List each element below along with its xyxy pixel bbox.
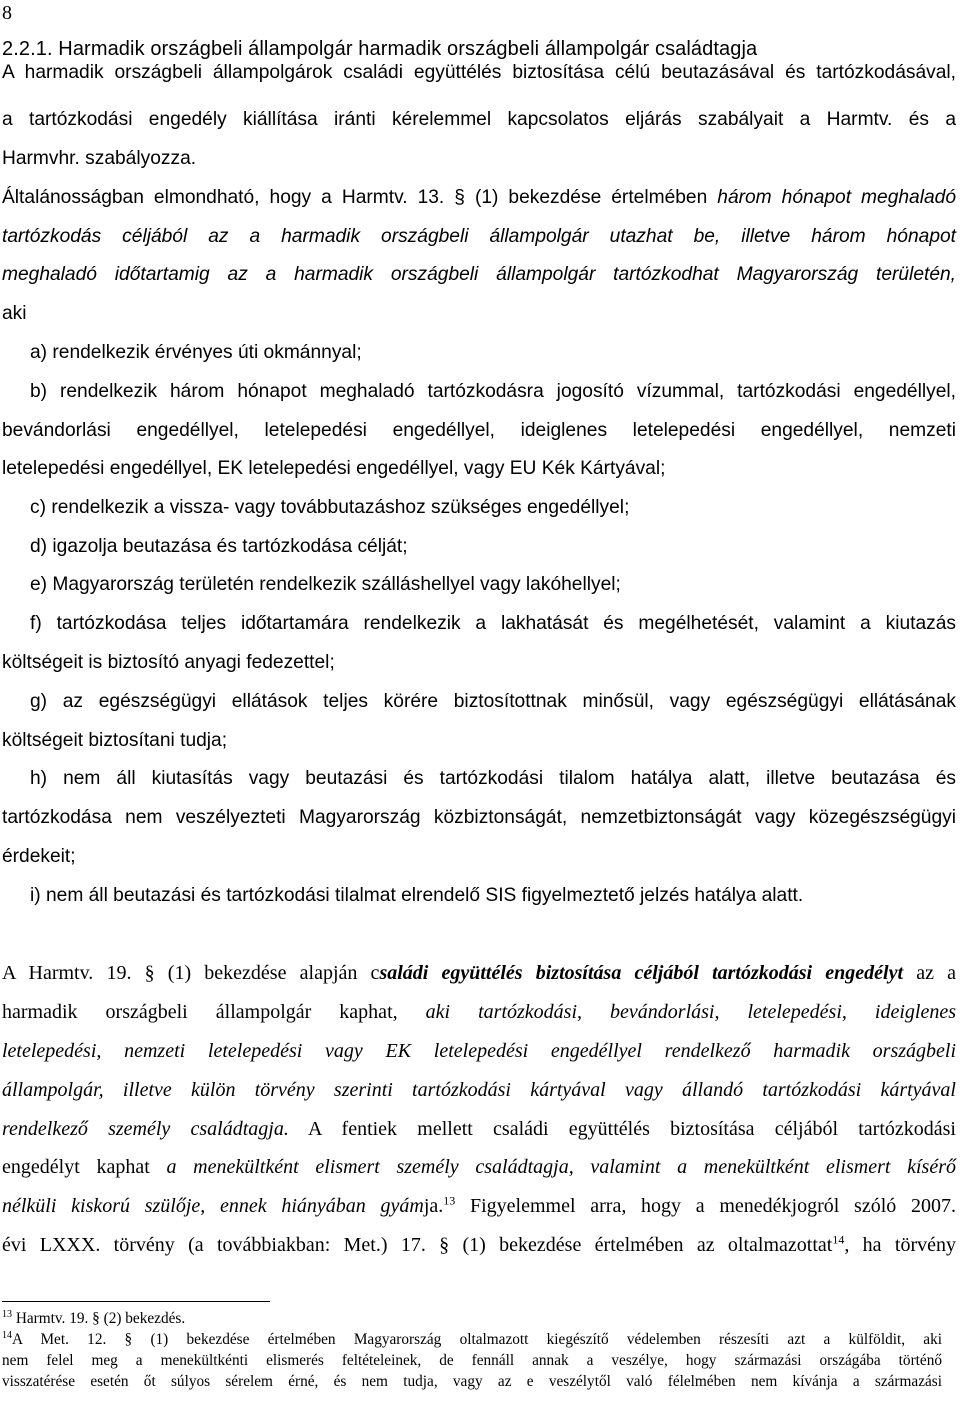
general-line-3: meghaladó időtartamig az a harmadik országbeli állampolgár tartózkodhat Magyarország területén, — [2, 264, 956, 285]
condition-a: a) rendelkezik érvényes úti okmánnyal; — [30, 342, 362, 363]
para2-line-7: nélküli kiskorú szülője, ennek hiányában gyámja.$^{13}$ Figyelemmel arra, hogy a menedékjogról szóló 2007. — [2, 1193, 956, 1217]
general-line-1: Általánosságban elmondható, hogy a Harmtv. 13. § (1) bekezdése értelmében három hónapot meghaladó — [2, 187, 957, 208]
para2-line-3: letelepedési, nemzeti letelepedési vagy EK letelepedési engedéllyel rendelkező harmadik országbeli — [2, 1040, 956, 1062]
condition-f-line-1: f) tartózkodása teljes időtartamára rendelkezik a lakhatását és megélhetését, valamint a kiutazás — [30, 613, 956, 634]
para2-line-5: rendelkező személy családtagja. A fentiek mellett családi együttélés biztosítása céljából tartózkodási — [2, 1118, 956, 1140]
condition-b-line-1: b) rendelkezik három hónapot meghaladó tartózkodásra jogosító vízummal, tartózkodási engedéllyel, — [30, 381, 956, 402]
footnote-14-line-2: nem felel meg a menekültkénti elismerés feltételeinek, de fennáll annak a veszélye, hogy származási országába történő — [2, 1352, 942, 1369]
para2-line-6: engedélyt kaphat a menekültként elismert személy családtagja, valamint a menekültként elismert kísérő — [2, 1156, 956, 1178]
condition-d: d) igazolja beutazása és tartózkodása célját; — [30, 536, 408, 557]
condition-g-line-2: költségeit biztosítani tudja; — [2, 730, 228, 751]
intro-line-2: a tartózkodási engedély kiállítása iránti kérelemmel kapcsolatos eljárás szabályait a Harmtv. és a — [2, 109, 956, 130]
para2-line-8: évi LXXX. törvény (a továbbiakban: Met.) 17. § (1) bekezdése értelmében az oltalmazottat$^{14}$, ha törvény — [2, 1232, 956, 1256]
condition-h-line-1: h) nem áll kiutasítás vagy beutazási és tartózkodási tilalom hatálya alatt, illetve beutazása és — [30, 768, 956, 789]
emphasis: három hónapot meghaladó — [717, 187, 957, 208]
condition-f-line-2: költségeit is biztosító anyagi fedezettel; — [2, 652, 335, 673]
condition-b-line-2: bevándorlási engedéllyel, letelepedési engedéllyel, ideiglenes letelepedési engedéllyel, nemzeti — [2, 420, 956, 441]
general-line-2: tartózkodás céljából az a harmadik országbeli állampolgár utazhat be, illetve három hónapot — [2, 226, 956, 247]
condition-e: e) Magyarország területén rendelkezik szálláshellyel vagy lakóhellyel; — [30, 574, 621, 595]
footnote-ref-13[interactable]: 13 — [443, 1193, 456, 1208]
para2-line-1: A Harmtv. 19. § (1) bekezdése alapján családi együttélés biztosítása céljából tartózkodási engedélyt az a — [2, 962, 956, 984]
page-number: 8 — [2, 2, 12, 24]
condition-i: i) nem áll beutazási és tartózkodási tilalmat elrendelő SIS figyelmeztető jelzés hatálya alatt. — [30, 885, 804, 906]
condition-h-line-3: érdekeit; — [2, 846, 76, 867]
footnote-14-line-3: visszatérése esetén őt súlyos sérelem érné, és nem tudja, vagy az e veszélytől való félelmében nem kívánja a származási — [2, 1373, 942, 1390]
intro-line-3: Harmvhr. szabályozza. — [2, 148, 197, 169]
section-heading: 2.2.1. Harmadik országbeli állampolgár harmadik országbeli állampolgár családtagja — [2, 38, 758, 60]
para2-line-2: harmadik országbeli állampolgár kaphat, aki tartózkodási, bevándorlási, letelepedési, ideiglenes — [2, 1001, 956, 1023]
footnote-ref-14[interactable]: 14 — [832, 1232, 845, 1247]
para2-line-4: állampolgár, illetve külön törvény szerinti tartózkodási kártyával vagy állandó tartózkodási kártyával — [2, 1079, 956, 1101]
footnote-13: $^{13}$ Harmtv. 19. § (2) bekezdés. — [2, 1308, 186, 1327]
condition-h-line-2: tartózkodása nem veszélyezteti Magyarország közbiztonságát, nemzetbiztonságát vagy közegészségügyi — [2, 807, 956, 828]
condition-b-line-3: letelepedési engedéllyel, EK letelepedési engedéllyel, vagy EU Kék Kártyával; — [2, 458, 666, 479]
condition-g-line-1: g) az egészségügyi ellátások teljes körére biztosítottnak minősül, vagy egészségügyi ellátásának — [30, 691, 956, 712]
footnote-14-line-1: $^{14}$A Met. 12. § (1) bekezdése értelmében Magyarország oltalmazott kiegészítő védelemben részesíti azt a külföldit, aki — [2, 1329, 942, 1348]
intro-line-1: A harmadik országbeli állampolgárok családi együttélés biztosítása célú beutazásával és tartózkodásával, — [2, 62, 956, 83]
general-line-4: aki — [2, 303, 27, 324]
condition-c: c) rendelkezik a vissza- vagy továbbutazáshoz szükséges engedéllyel; — [30, 497, 630, 518]
footnote-divider — [2, 1301, 270, 1302]
